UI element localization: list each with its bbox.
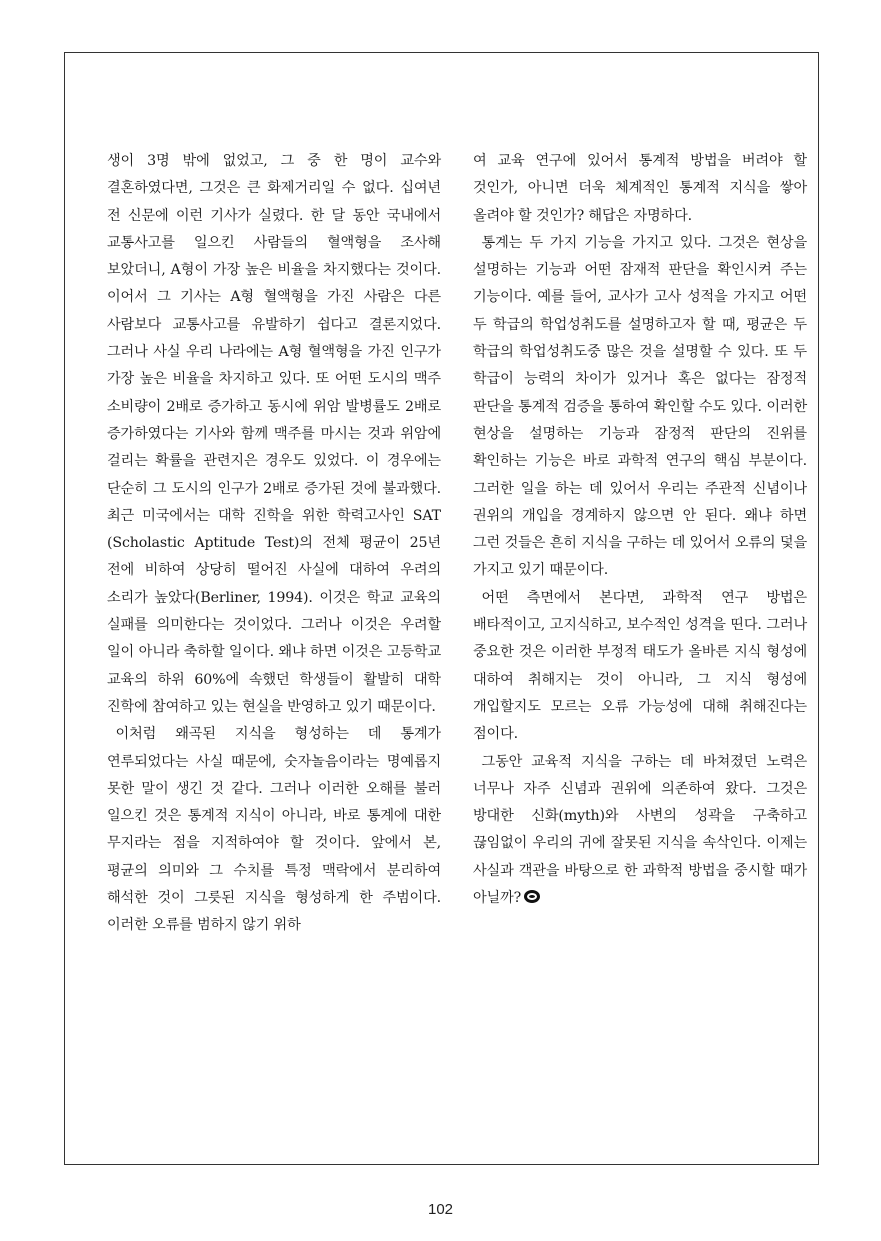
right-paragraph-4 xyxy=(473,749,807,913)
page-number: 102 xyxy=(427,1201,454,1218)
right-paragraph-1: 여 교육 연구에 있어서 통계적 방법을 버려야 할 것인가, 아니면 더욱 체계적인 통계적 지식을 쌓아 올려야 할 것인가? 해답은 자명하다. xyxy=(473,153,807,224)
right-paragraph-2: 통계는 두 가지 기능을 가지고 있다. 그것은 현상을 설명하는 기능과 어떤 잠재적 판단을 확인시켜 주는 기능이다. 예를 들어, 교사가 고사 성적을 가지고 어떤 두 학급의 학업성취도를 설명하고자 할 때, 평균은 두 학급의 학업성취도중 많은 것을 설명할 수 있다. 또 두 학급이 능력의 차이가 있거나 혹은 없다는 잠정적 판단을 통계적 검증을 통하여 확인할 수도 있다. 이러한 현상을 설명하는 기능과 잠정적 판단의 진위를 확인하는 기능은 바로 과학적 연구의 핵심 부분이다. 그러한 일을 하는 데 있어서 우리는 주관적 신념이나 권위의 개입을 경계하지 않으면 안 된다. 왜냐 하면 그런 것들은 흔히 지식을 구하는 데 있어서 오류의 덫을 가지고 있기 때문이다. xyxy=(473,234,807,579)
left-paragraph-2: 이처럼 왜곡된 지식을 형성하는 데 통계가 연루되었다는 사실 때문에, 숫자놀음이라는 명예롭지 못한 말이 생긴 것 같다. 그러나 이러한 오해를 불러 일으킨 것은 통계적 지식이 아니라, 바로 통계에 대한 무지라는 점을 지적하여야 할 것이다. 앞에서 본, 평균의 의미와 그 수치를 특정 맥락에서 분리하여 해석한 것이 그릇된 지식을 형성하게 한 주범이다. 이러한 오류를 범하지 않기 위하 xyxy=(107,726,441,934)
right-paragraph-3: 어떤 측면에서 본다면, 과학적 연구 방법은 배타적이고, 고지식하고, 보수적인 성격을 띤다. 그러나 중요한 것은 이러한 부정적 태도가 올바른 지식 형성에 대하여 취해지는 것이 아니라, 그 지식 형성에 개입할지도 모르는 오류 가능성에 대해 취해진다는 점이다. xyxy=(473,589,807,743)
left-paragraph-1: 생이 3명 밖에 없었고, 그 중 한 명이 교수와 결혼하였다면, 그것은 큰 화제거리일 수 없다. 십여년 전 신문에 이런 기사가 실렸다. 한 달 동안 국내에서 교통사고를 일으킨 사람들의 혈액형을 조사해 보았더니, A형이 가장 높은 비율을 차지했다는 것이다. 이어서 그 기사는 A형 혈액형을 가진 사람은 다른 사람보다 교통사고를 유발하기 쉽다고 결론지었다. 그러나 사실 우리 나라에는 A형 혈액형을 가진 인구가 가장 높은 비율을 차지하고 있다. 또 어떤 도시의 맥주 소비량이 2배로 증가하고 동시에 위암 발병률도 2배로 증가하였다는 기사와 함께 맥주를 마시는 것과 위암에 걸리는 확률을 관련지은 경우도 있었다. 이 경우에는 단순히 그 도시의 인구가 2배로 증가된 것에 불과했다. 최근 미국에서는 대학 진학을 위한 학력고사인 SAT (Scholastic Aptitude Test)의 전체 평균이 25년 전에 비하여 상당히 떨어진 사실에 대하여 우려의 소리가 높았다(Berliner, 1994). 이것은 학교 교육의 실패를 의미한다는 것이었다. 그러나 이것은 우려할 일이 아니라 축하할 일이다. 왜냐 하면 이것은 고등학교 교육의 하위 60%에 속했던 학생들이 활발히 대학 진학에 참여하고 있는 현실을 반영하고 있기 때문이다. xyxy=(107,153,441,715)
right-text-column xyxy=(473,148,807,912)
left-text-column xyxy=(107,148,441,940)
right-paragraph-4-text: 그동안 교육적 지식을 구하는 데 바쳐졌던 노력은 너무나 자주 신념과 권위에 의존하여 왔다. 그것은 방대한 신화(myth)와 사변의 성곽을 구축하고 끊임없이 우리의 귀에 잘못된 지식을 속삭인다. 이제는 사실과 객관을 바탕으로 한 과학적 방법을 중시할 때가 아닐까? xyxy=(473,753,807,907)
end-of-article-mark-icon xyxy=(524,890,540,903)
